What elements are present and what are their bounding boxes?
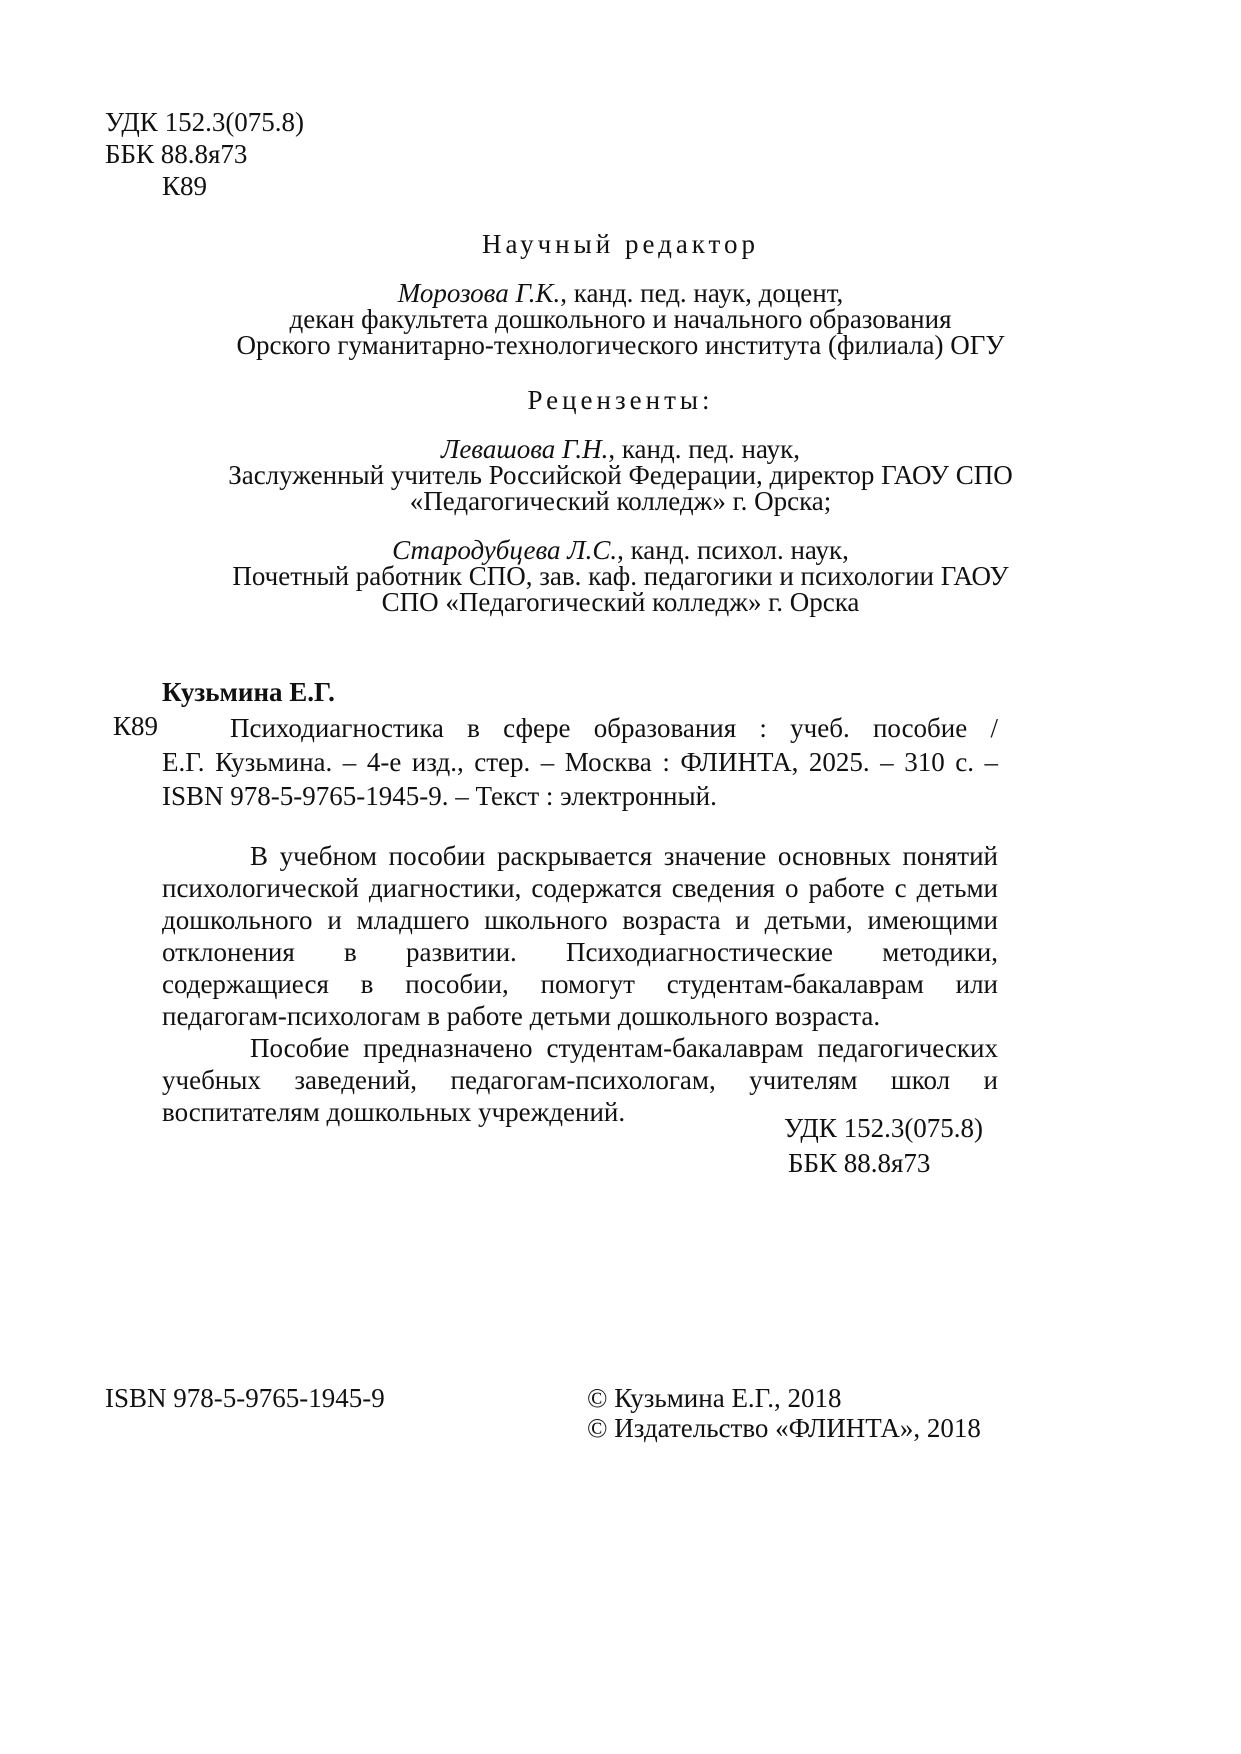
annotation-udk: УДК 152.3(075.8)	[784, 1113, 984, 1143]
reviewer-1-name: Левашова Г.Н.	[441, 434, 609, 464]
scientific-editor-heading: Научный редактор	[481, 229, 760, 259]
annotation-bbk: ББК 88.8я73	[788, 1148, 931, 1178]
scientific-editor-name: Морозова Г.К.	[397, 278, 561, 308]
udk-code: УДК 152.3(075.8)	[105, 107, 305, 137]
scientific-editor-degree: , канд. пед. наук, доцент,	[560, 278, 844, 308]
reviewer-2-name: Стародубцева Л.С.	[392, 535, 618, 565]
annotation	[162, 840, 998, 1128]
record-description-line-3: ISBN 978-5-9765-1945-9. – Текст : электронный.	[162, 781, 717, 811]
copyright-publisher: © Издательство «ФЛИНТА», 2018	[587, 1413, 981, 1443]
record-mark: К89	[113, 711, 159, 741]
footer-isbn: ISBN 978-5-9765-1945-9	[105, 1383, 385, 1413]
annotation-paragraph-2: Пособие предназначено студентам-бакалаврам педагогических учебных заведений, педагогам-психологам, учителям школ и воспитателям дошкольных учреждений.	[162, 1033, 998, 1127]
author-mark: К89	[162, 171, 208, 201]
scientific-editor-position: декан факультета дошкольного и начального образования	[289, 304, 952, 334]
scientific-editor-affiliation: Орского гуманитарно-технологического института (филиала) ОГУ	[236, 330, 1005, 360]
reviewer-1-degree: , канд. пед. наук,	[608, 434, 800, 464]
annotation-paragraph-1: В учебном пособии раскрывается значение основных понятий психологической диагностики, содержатся сведения о работе с детьми дошкольного и младшего школьного возраста и детьми, имеющими отклонения в развитии. Психодиагностические методики, содержащиеся в пособии, помогут студентам-бакалаврам или педагогам-психологам в работе детьми дошкольного возраста.	[162, 841, 998, 1031]
reviewer-2-position: Почетный работник СПО, зав. каф. педагогики и психологии ГАОУ	[232, 561, 1009, 591]
reviewer-1-affiliation: «Педагогический колледж» г. Орска;	[409, 486, 832, 516]
bbk-code: ББК 88.8я73	[105, 139, 248, 169]
record-author: Кузьмина Е.Г.	[162, 677, 335, 707]
record-description-line-1: Психодиагностика в сфере образования : учеб. пособие /	[230, 713, 998, 743]
record-description-line-2: Е.Г. Кузьмина. – 4-е изд., стер. – Москва : ФЛИНТА, 2025. – 310 с. –	[162, 747, 998, 777]
reviewer-1-position: Заслуженный учитель Российской Федерации, директор ГАОУ СПО	[228, 460, 1013, 490]
reviewers-heading: Рецензенты:	[527, 385, 714, 415]
reviewer-2-affiliation: СПО «Педагогический колледж» г. Орска	[381, 587, 860, 617]
copyright-author: © Кузьмина Е.Г., 2018	[587, 1383, 842, 1413]
reviewer-2-degree: , канд. психол. наук,	[617, 535, 849, 565]
